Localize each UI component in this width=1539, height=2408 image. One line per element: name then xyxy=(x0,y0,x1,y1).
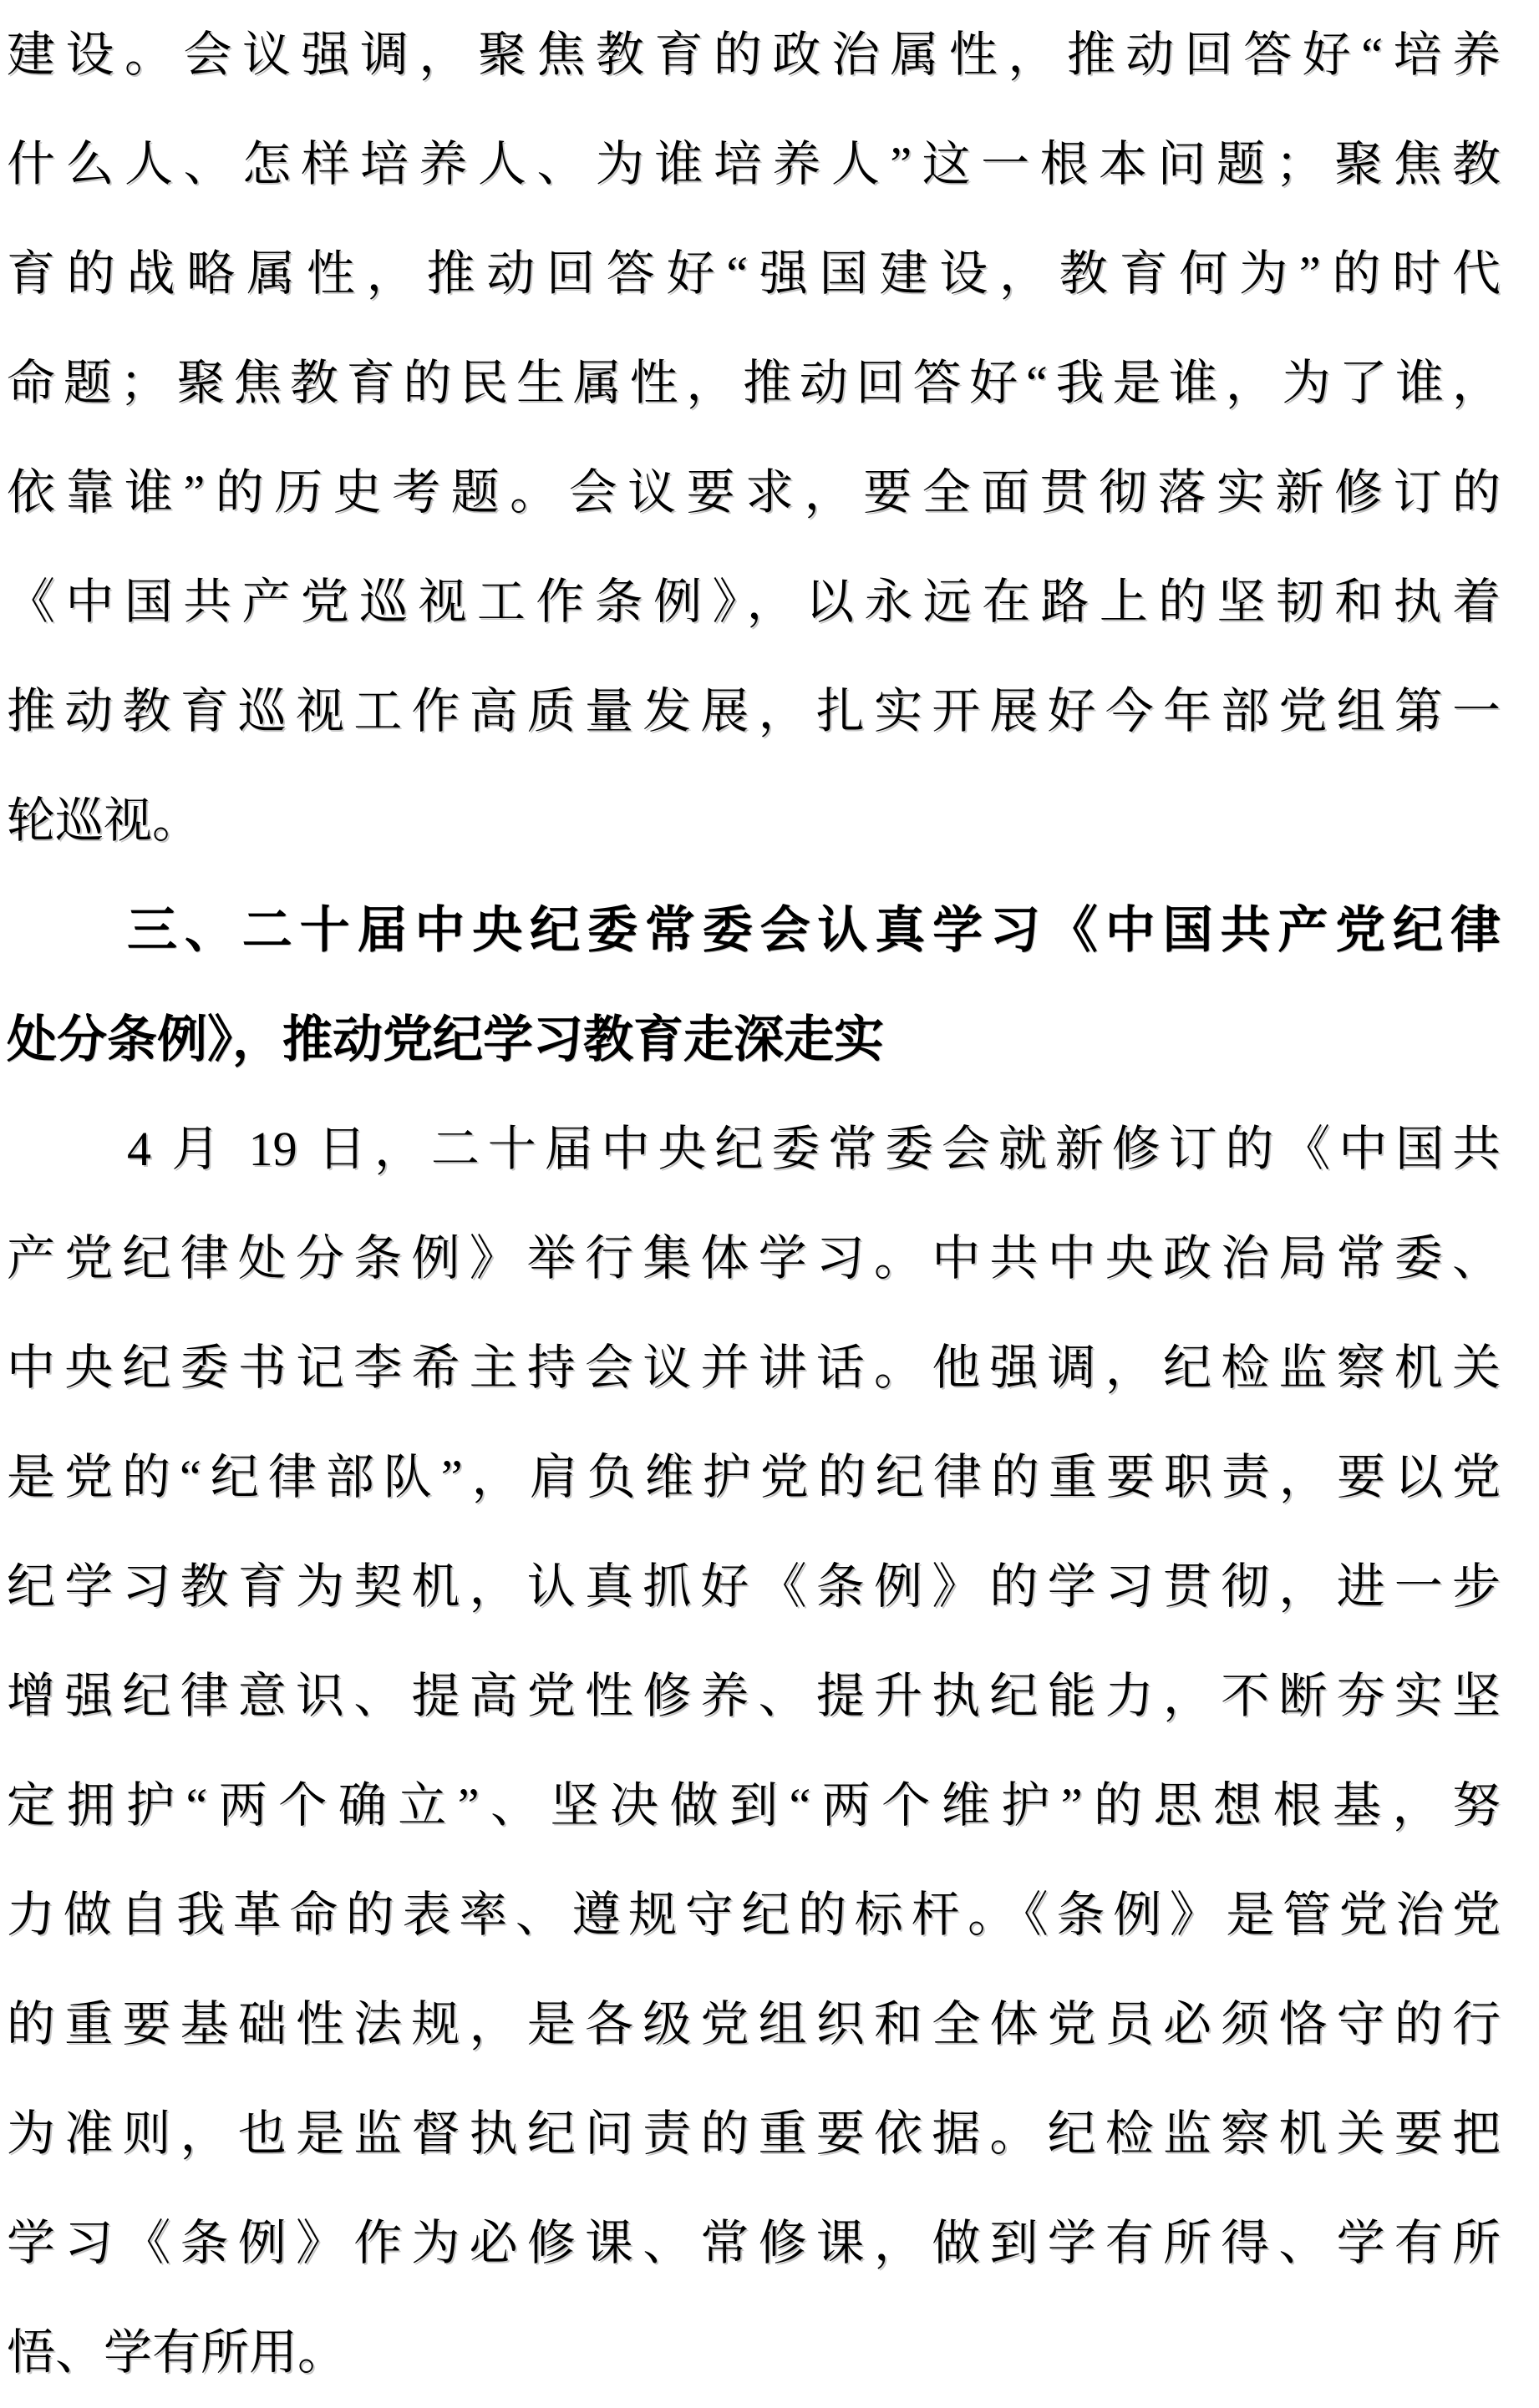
text-line: 是党的“纪律部队”，肩负维护党的纪律的重要职责，要以党 xyxy=(7,1450,1501,1504)
text-line: 4 月 19 日，二十届中央纪委常委会就新修订的《中国共 xyxy=(127,1122,1501,1176)
text-line: 育的战略属性，推动回答好“强国建设，教育何为”的时代 xyxy=(7,246,1501,301)
text-line: 产党纪律处分条例》举行集体学习。中共中央政治局常委、 xyxy=(7,1231,1501,1285)
text-line: 依靠谁”的历史考题。会议要求，要全面贯彻落实新修订的 xyxy=(7,465,1501,520)
text-line: 建设。会议强调，聚焦教育的政治属性，推动回答好“培养 xyxy=(7,28,1501,82)
text-line: 学习《条例》作为必修课、常修课，做到学有所得、学有所 xyxy=(7,2216,1501,2270)
text-line: 《中国共产党巡视工作条例》，以永远在路上的坚韧和执着 xyxy=(7,575,1501,629)
text-line: 力做自我革命的表率、遵规守纪的标杆。《条例》是管党治党 xyxy=(7,1888,1501,1942)
text-line: 推动教育巡视工作高质量发展，扎实开展好今年部党组第一 xyxy=(7,684,1501,738)
text-line: 命题；聚焦教育的民生属性，推动回答好“我是谁，为了谁， xyxy=(7,356,1501,410)
text-line: 增强纪律意识、提高党性修养、提升执纪能力，不断夯实坚 xyxy=(7,1669,1501,1723)
text-line: 的重要基础性法规，是各级党组织和全体党员必须恪守的行 xyxy=(7,1997,1501,2051)
section-heading-line: 处分条例》，推动党纪学习教育走深走实 xyxy=(7,1011,884,1067)
text-line: 纪学习教育为契机，认真抓好《条例》的学习贯彻，进一步 xyxy=(7,1559,1501,1614)
section-heading-line: 三、二十届中央纪委常委会认真学习《中国共产党纪律 xyxy=(127,902,1501,958)
text-line: 定拥护“两个确立”、坚决做到“两个维护”的思想根基，努 xyxy=(7,1778,1501,1833)
text-line: 什么人、怎样培养人、为谁培养人”这一根本问题；聚焦教 xyxy=(7,137,1501,191)
text-line: 悟、学有所用。 xyxy=(7,2325,347,2380)
text-line: 为准则，也是监督执纪问责的重要依据。纪检监察机关要把 xyxy=(7,2106,1501,2161)
document-text-block xyxy=(7,0,1501,2407)
text-line: 轮巡视。 xyxy=(7,793,201,848)
text-line: 中央纪委书记李希主持会议并讲话。他强调，纪检监察机关 xyxy=(7,1341,1501,1395)
